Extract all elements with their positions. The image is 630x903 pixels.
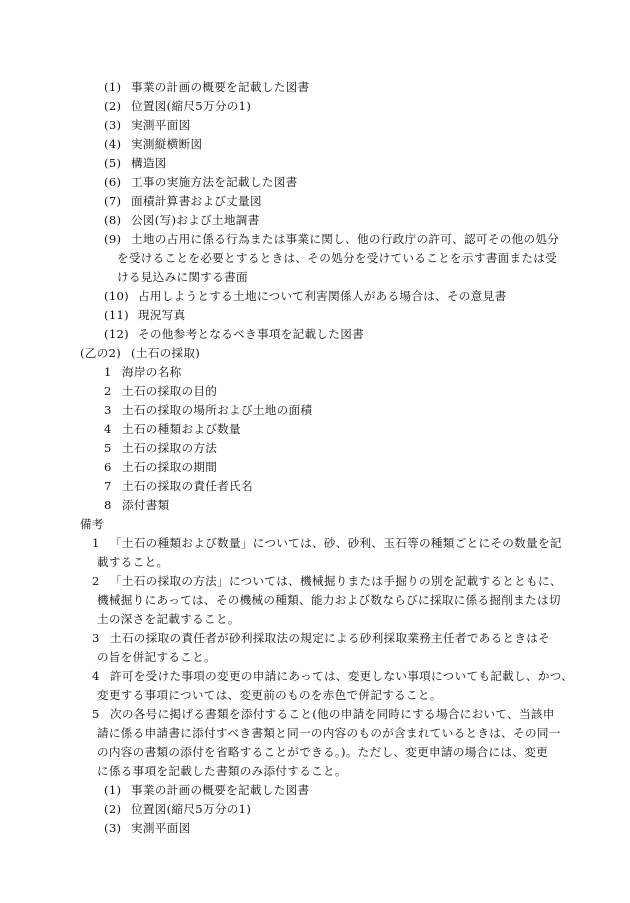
item-text: 海岸の名称 [122,365,182,379]
remark-number: 1 [92,536,100,550]
item-text: 土石の採取の責任者氏名 [122,479,253,493]
item-number: 3 [104,403,112,417]
item-number: (1) [104,80,122,94]
item-text: その他参考となるべき事項を記載した図書 [138,327,364,341]
section-label: (乙の2) [80,346,122,360]
item-text: 土石の種類および数量 [122,422,241,436]
remark-text: の旨を併記すること。 [97,650,216,664]
item-number: (9) [104,232,122,246]
remark-text: の内容の書類の添付を省略することができる。)。ただし、変更申請の場合には、変更 [97,745,548,759]
item-text: 位置図(縮尺5万分の1) [131,802,252,816]
item-text: 実測平面図 [131,118,191,132]
remark-number: 3 [92,631,100,645]
item-number: 5 [104,441,112,455]
item-text: 土石の採取の期間 [122,460,218,474]
item-text: 土石の採取の場所および土地の面積 [122,403,313,417]
item-number: 6 [104,460,112,474]
item-number: (10) [104,289,129,303]
remark-number: 2 [92,574,100,588]
remark-text: 請に係る申請書に添付すべき書類と同一の内容のものが含まれているときは、その同一 [97,726,561,740]
item-text: 公図(写)および土地調書 [131,213,260,227]
remark-text: 載すること。 [97,555,169,569]
remark-text: 変更する事項については、変更前のものを赤色で併記すること。 [97,688,442,702]
item-number: (4) [104,137,122,151]
item-text: 土地の占用に係る行為または事業に関し、他の行政庁の許可、認可その他の処分 [131,232,560,246]
remark-text: 次の各号に掲げる書類を添付すること(他の申請を同時にする場合において、当該申 [110,707,555,721]
item-number: (12) [104,327,129,341]
item-text: 事業の計画の概要を記載した図書 [131,80,310,94]
remark-text: 「土石の種類および数量」については、砂、砂利、玉石等の種類ごとにその数量を記 [110,536,562,550]
item-text: 構造図 [131,156,167,170]
item-number: 8 [104,498,112,512]
item-text: 土石の採取の目的 [122,384,218,398]
remark-text: 機械掘りにあっては、その機械の種類、能力および数ならびに採取に係る掘削または切 [97,593,561,607]
item-number: (6) [104,175,122,189]
remarks-heading-text: 備考 [80,517,104,531]
item-number: (8) [104,213,122,227]
remark-text: 「土石の採取の方法」については、機械掘りまたは手掘りの別を記載するとともに、 [110,574,562,588]
item-text: 工事の実施方法を記載した図書 [131,175,298,189]
item-text: 現況写真 [138,308,186,322]
item-text: 土石の採取の方法 [122,441,218,455]
item-number: (2) [104,802,122,816]
remark-text: 許可を受けた事項の変更の申請にあっては、変更しない事項についても記載し、かつ、 [110,669,574,683]
remark-number: 4 [92,669,100,683]
item-number: (3) [104,118,122,132]
remark-text: 土の深さを記載すること。 [97,612,240,626]
item-number: (2) [104,99,122,113]
item-text: 占用しようとする土地について利害関係人がある場合は、その意見書 [138,289,507,303]
item-number: 1 [104,365,112,379]
item-text: を受けることを必要とするときは、その処分を受けていることを示す書面または受 [117,251,558,265]
item-text: 位置図(縮尺5万分の1) [131,99,252,113]
item-number: (11) [104,308,129,322]
section-title: (土石の採取) [131,346,201,360]
item-number: 2 [104,384,112,398]
item-number: (3) [104,821,122,835]
remark-number: 5 [92,707,100,721]
item-number: (1) [104,783,122,797]
item-number: 7 [104,479,112,493]
item-text: 実測平面図 [131,821,191,835]
item-text: ける見込みに関する書面 [117,270,248,284]
item-number: (5) [104,156,122,170]
item-number: (7) [104,194,122,208]
item-text: 面積計算書および丈量図 [131,194,262,208]
item-text: 事業の計画の概要を記載した図書 [131,783,310,797]
remark-text: に係る事項を記載した書類のみ添付すること。 [97,764,347,778]
remark-text: 土石の採取の責任者が砂利採取法の規定による砂利採取業務主任者であるときはそ [110,631,551,645]
item-number: 4 [104,422,112,436]
item-text: 実測縦横断図 [131,137,203,151]
item-text: 添付書類 [122,498,170,512]
